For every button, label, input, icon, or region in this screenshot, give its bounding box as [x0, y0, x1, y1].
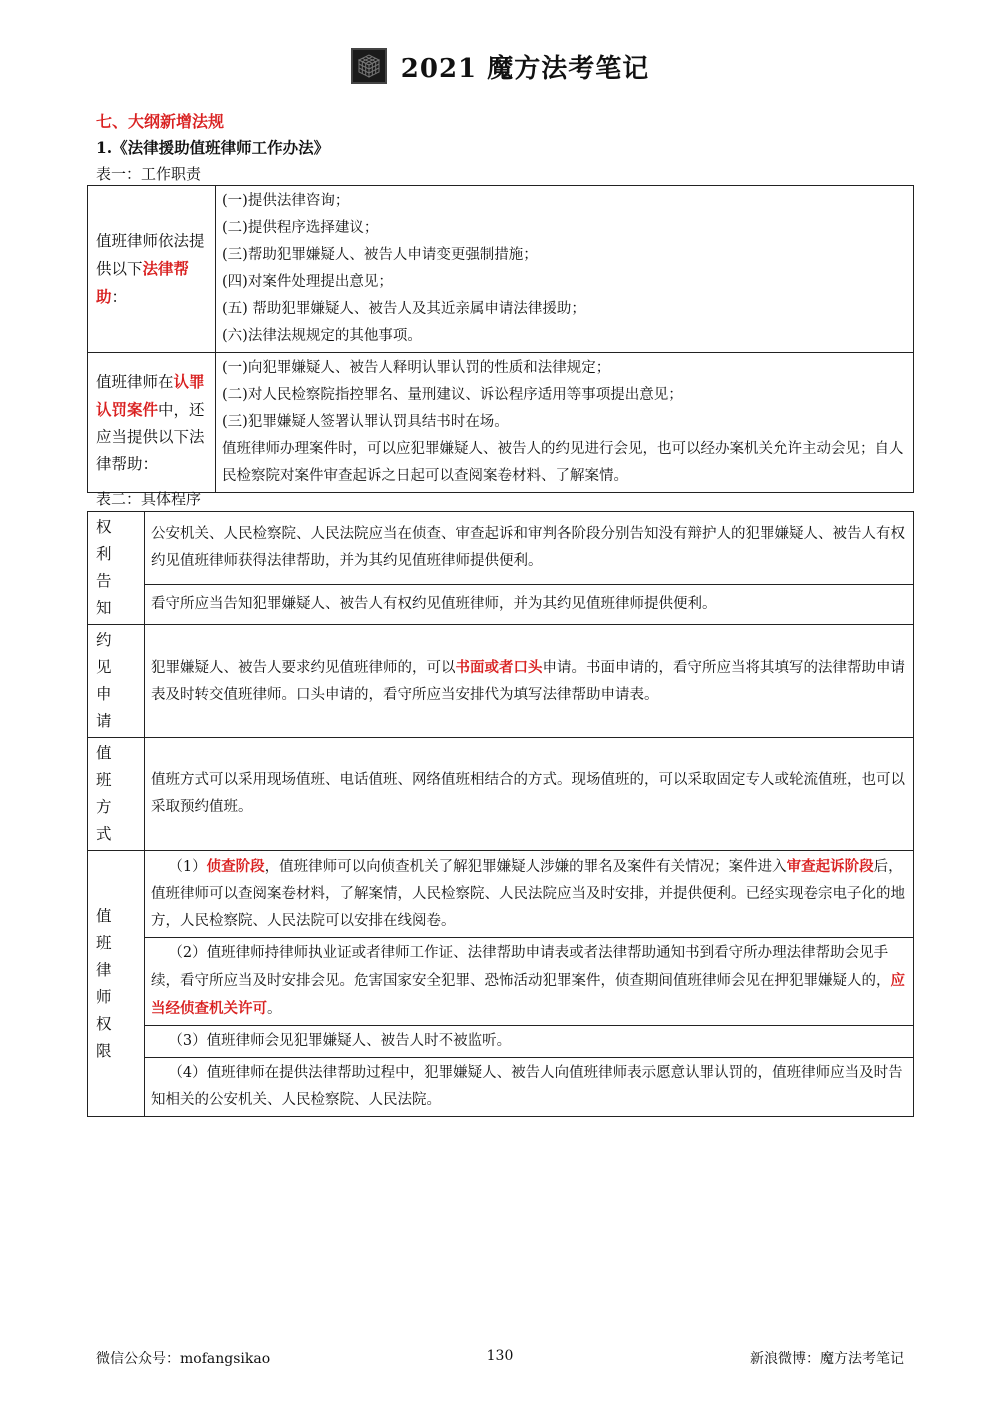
cell-text: （2）值班律师持律师执业证或者律师工作证、法律帮助申请表或者法律帮助通知书到看守所办理法律帮助会见手续，看守所应当及时安排会见。危害国家安全犯罪、恐怖活动犯罪案件，侦查期间值班律师会见在押犯罪嫌疑人的， — [151, 945, 891, 989]
table-row — [88, 625, 914, 738]
table-row — [88, 186, 914, 353]
cell-text: 。 — [267, 1001, 282, 1017]
list-item: (四)对案件处理提出意见； — [222, 274, 393, 290]
cell-highlight: 侦查阶段 — [206, 858, 265, 875]
label-text: 值班律师在 — [96, 372, 174, 391]
label-highlight: 认罪认罚案件 — [96, 371, 205, 419]
cell-text: （1） — [168, 859, 207, 875]
table1-caption: 表一：工作职责 — [96, 165, 202, 183]
cell-highlight: 书面或者口头 — [455, 658, 543, 676]
list-item: (一)提供法律咨询； — [222, 193, 350, 209]
list-item: (二)对人民检察院指控罪名、量刑建议、诉讼程序适用等事项提出意见； — [222, 387, 683, 403]
list-item: (六)法律法规规定的其他事项。 — [222, 328, 422, 344]
row-label: 值班律师权限 — [88, 851, 145, 1117]
list-item: (三)帮助犯罪嫌疑人、被告人申请变更强制措施； — [222, 247, 538, 263]
row-content: 公安机关、人民检察院、人民法院应当在侦查、审查起诉和审判各阶段分别告知没有辩护人的犯罪嫌疑人、被告人有权约见值班律师获得法律帮助，并为其约见值班律师提供便利。 — [145, 512, 914, 585]
row-content: 看守所应当告知犯罪嫌疑人、被告人有权约见值班律师，并为其约见值班律师提供便利。 — [145, 585, 914, 625]
cell-highlight: 应当经侦查机关许可 — [151, 972, 905, 1017]
label-text: 中，还应当提供以下法律帮助： — [96, 400, 205, 473]
table-row — [88, 512, 914, 585]
table-row — [88, 585, 914, 625]
list-item: (二)提供程序选择建议； — [222, 220, 379, 236]
page-title: 2021 魔方法考笔记 — [400, 53, 650, 84]
cell-highlight: 审查起诉阶段 — [786, 858, 874, 875]
row-label — [88, 186, 216, 353]
row-content — [216, 353, 914, 493]
list-item: (五) 帮助犯罪嫌疑人、被告人及其近亲属申请法律援助； — [222, 301, 586, 317]
footer-wechat: 微信公众号：mofangsikao — [96, 1351, 271, 1367]
list-item: (一)向犯罪嫌疑人、被告人释明认罪认罚的性质和法律规定； — [222, 360, 611, 376]
list-item: (三)犯罪嫌疑人签署认罪认罚具结书时在场。 — [222, 414, 509, 430]
table-row — [88, 851, 914, 938]
label-text: ： — [111, 287, 128, 306]
row-content — [216, 186, 914, 353]
row-label: 权利告知 — [88, 512, 145, 625]
cell-text: 犯罪嫌疑人、被告人要求约见值班律师的，可以 — [151, 659, 456, 676]
footer-weibo: 新浪微博：魔方法考笔记 — [750, 1351, 904, 1367]
table-row — [88, 1026, 914, 1058]
page-header — [0, 46, 1000, 86]
row-content: 值班方式可以采用现场值班、电话值班、网络值班相结合的方式。现场值班的，可以采取固定专人或轮流值班，也可以采取预约值班。 — [145, 738, 914, 851]
row-content — [145, 625, 914, 738]
row-label — [88, 353, 216, 493]
row-content: （3）值班律师会见犯罪嫌疑人、被告人时不被监听。 — [145, 1026, 914, 1058]
cell-text: 后，值班律师可以查阅案卷材料，了解案情，人民检察院、人民法院应当及时安排，并提供便利。已经实现卷宗电子化的地方，人民检察院、人民法院可以安排在线阅卷。 — [151, 859, 905, 929]
cell-text: 申请。书面申请的，看守所应当将其填写的法律帮助申请表及时转交值班律师。口头申请的，看守所应当安排代为填写法律帮助申请表。 — [151, 659, 905, 703]
row-label: 值班方式 — [88, 738, 145, 851]
label-text: 值班律师依法提供以下 — [96, 231, 205, 278]
table-row — [88, 738, 914, 851]
table2-caption: 表二：具体程序 — [96, 490, 202, 508]
sub-heading: 1.《法律援助值班律师工作办法》 — [96, 138, 330, 157]
page-number: 130 — [486, 1348, 514, 1364]
table-row — [88, 1058, 914, 1117]
row-note: 值班律师办理案件时，可以应犯罪嫌疑人、被告人的约见进行会见，也可以经办案机关允许主动会见；自人民检察院对案件审查起诉之日起可以查阅案卷材料、了解案情。 — [222, 441, 904, 484]
table-row — [88, 353, 914, 493]
table-row — [88, 938, 914, 1026]
rubiks-cube-icon — [351, 48, 387, 84]
procedure-table — [87, 511, 914, 1117]
row-label: 约见申请 — [88, 625, 145, 738]
label-highlight: 法律帮助 — [96, 258, 190, 306]
section-heading: 七、大纲新增法规 — [96, 112, 225, 131]
cell-text: ，值班律师可以向侦查机关了解犯罪嫌疑人涉嫌的罪名及案件有关情况；案件进入 — [264, 859, 787, 875]
duty-table — [87, 185, 914, 493]
row-content: （4）值班律师在提供法律帮助过程中，犯罪嫌疑人、被告人向值班律师表示愿意认罪认罚的，值班律师应当及时告知相关的公安机关、人民检察院、人民法院。 — [145, 1058, 914, 1117]
row-content — [145, 851, 914, 938]
row-content — [145, 938, 914, 1026]
